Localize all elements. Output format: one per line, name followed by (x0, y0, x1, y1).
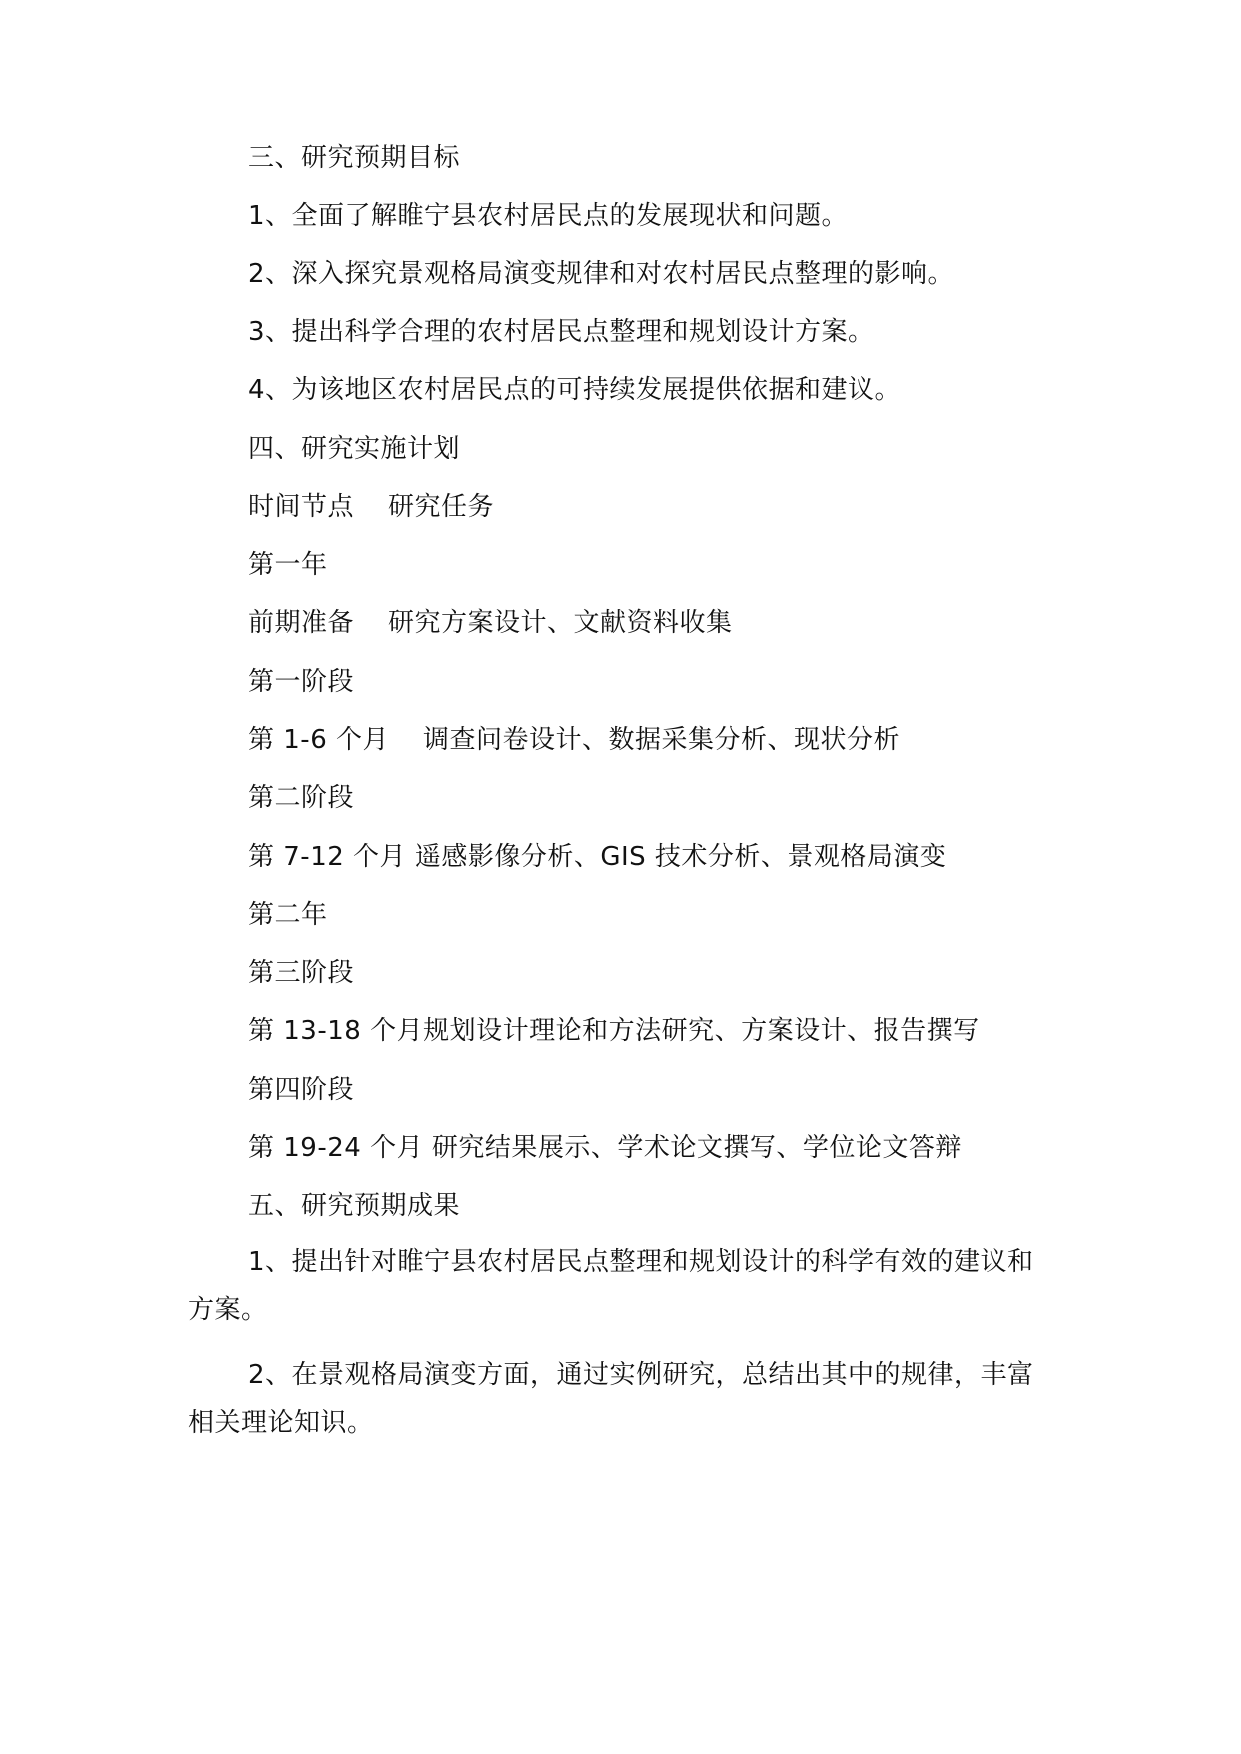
plan-row (248, 550, 328, 580)
plan-time: 第 13-18 个月 (248, 1016, 424, 1046)
plan-time: 第四阶段 (248, 1075, 355, 1105)
section-heading-4: 四、研究实施计划 (248, 434, 461, 464)
plan-row (248, 842, 946, 872)
plan-row (248, 783, 354, 813)
plan-row (248, 725, 900, 755)
plan-row (248, 1133, 962, 1163)
plan-task: 研究结果展示、学术论文撰写、学位论文答辩 (431, 1133, 962, 1163)
plan-row (248, 900, 328, 930)
plan-row (248, 1016, 980, 1046)
section-heading-3: 三、研究预期目标 (248, 143, 461, 173)
outcome-item-1: 1、提出针对睢宁县农村居民点整理和规划设计的科学有效的建议和方案。 (188, 1247, 1034, 1325)
goal-item-2: 2、深入探究景观格局演变规律和对农村居民点整理的影响。 (248, 259, 955, 289)
plan-row (248, 492, 494, 522)
plan-time: 第 19-24 个月 (248, 1133, 424, 1163)
plan-task: 研究方案设计、文献资料收集 (388, 608, 733, 638)
plan-task: 遥感影像分析、GIS 技术分析、景观格局演变 (414, 842, 947, 872)
plan-task: 调查问卷设计、数据采集分析、现状分析 (423, 725, 901, 755)
plan-time: 第二阶段 (248, 783, 355, 813)
goal-item-1: 1、全面了解睢宁县农村居民点的发展现状和问题。 (248, 201, 849, 231)
outcome-item-2: 2、在景观格局演变方面，通过实例研究，总结出其中的规律，丰富相关理论知识。 (188, 1360, 1034, 1438)
plan-time: 第 1-6 个月 (248, 725, 389, 755)
section-heading-5: 五、研究预期成果 (248, 1191, 461, 1221)
plan-task: 规划设计理论和方法研究、方案设计、报告撰写 (423, 1016, 980, 1046)
plan-task: 研究任务 (388, 492, 495, 522)
plan-time: 第三阶段 (248, 958, 355, 988)
goal-item-3: 3、提出科学合理的农村居民点整理和规划设计方案。 (248, 317, 875, 347)
plan-row (248, 608, 733, 638)
plan-row (248, 667, 354, 697)
plan-time: 时间节点 (248, 492, 355, 522)
plan-time: 第 7-12 个月 (248, 842, 407, 872)
plan-time: 第一阶段 (248, 667, 355, 697)
plan-row (248, 1075, 354, 1105)
goal-item-4: 4、为该地区农村居民点的可持续发展提供依据和建议。 (248, 375, 902, 405)
plan-time: 第二年 (248, 900, 328, 930)
plan-row (248, 958, 354, 988)
plan-time: 前期准备 (248, 608, 355, 638)
plan-time: 第一年 (248, 550, 328, 580)
